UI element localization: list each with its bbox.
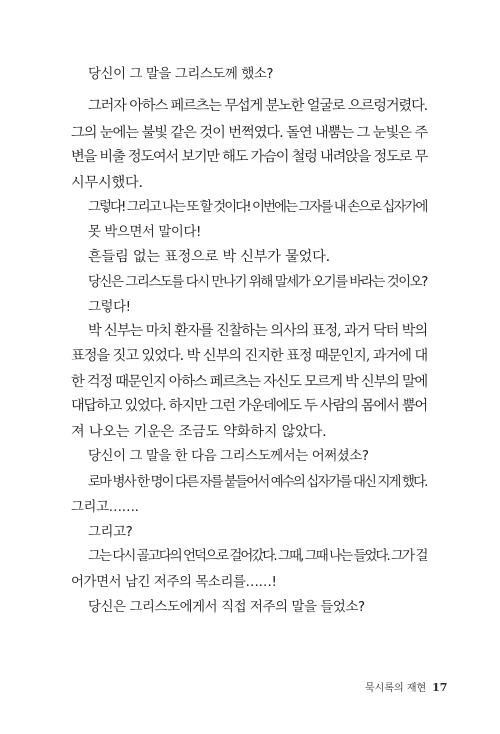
text-line: 흔들림 없는 표정으로 박 신부가 물었다. <box>88 249 330 265</box>
text-line: 그리고? <box>88 525 133 540</box>
text-line: 당신은 그리스도를 다시 만나기 위해 말세가 오기를 바라는 것이오? <box>88 275 427 290</box>
text-line: 시무시했다. <box>71 175 143 191</box>
text-line: 변을 비출 정도여서 보기만 해도 가슴이 철렁 내려앉을 정도로 무 <box>71 149 428 165</box>
text-line: 당신이 그 말을 한 다음 그리스도께서는 어쩌셨소? <box>88 449 369 464</box>
page-number: 17 <box>432 681 448 694</box>
text-line: 그의 눈에는 불빛 같은 것이 번쩍였다. 돌연 내뿜는 그 눈빛은 주 <box>71 125 428 141</box>
text-line: 그리고……. <box>71 500 139 515</box>
text-line: 못 박으면서 말이다! <box>88 225 201 240</box>
text-line: 한 걱정 때문인지 아하스 페르츠는 자신도 모르게 박 신부의 말에 <box>71 374 428 390</box>
text-line: 당신은 그리스도에게서 직접 저주의 말을 들었소? <box>88 600 365 615</box>
text-line: 로마 병사 한 명이 다른 자를 붙들어서 예수의 십자가를 대신 지게 했다. <box>88 475 427 490</box>
text-line: 그러자 아하스 페르츠는 무섭게 분노한 얼굴로 으르렁거렸다. <box>88 98 428 114</box>
text-line: 대답하고 있었다. 하지만 그런 가운데에도 두 사람의 몸에서 뿜어 <box>71 398 428 414</box>
text-line: 져 나오는 기운은 조금도 약화하지 않았다. <box>71 424 327 440</box>
footer-title: 묵시록의 재현 <box>365 683 427 694</box>
text-line: 그렇다! <box>88 300 131 315</box>
text-line: 표정을 짓고 있었다. 박 신부의 진지한 표정 때문인지, 과거에 대 <box>71 348 428 364</box>
text-line: 당신이 그 말을 그리스도께 했소? <box>88 67 274 82</box>
text-line: 어가면서 남긴 저주의 목소리를……! <box>71 575 277 590</box>
running-footer <box>365 679 447 694</box>
text-line: 그렇다! 그리고 나는 또 할 것이다! 이번에는 그자를 내 손으로 십자가에 <box>88 200 427 215</box>
text-line: 박 신부는 마치 환자를 진찰하는 의사의 표정, 과거 닥터 박의 <box>88 323 428 339</box>
text-line: 그는 다시 골고다의 언덕으로 걸어갔다. 그때, 그때 나는 들었다. 그가 걸 <box>88 549 427 564</box>
